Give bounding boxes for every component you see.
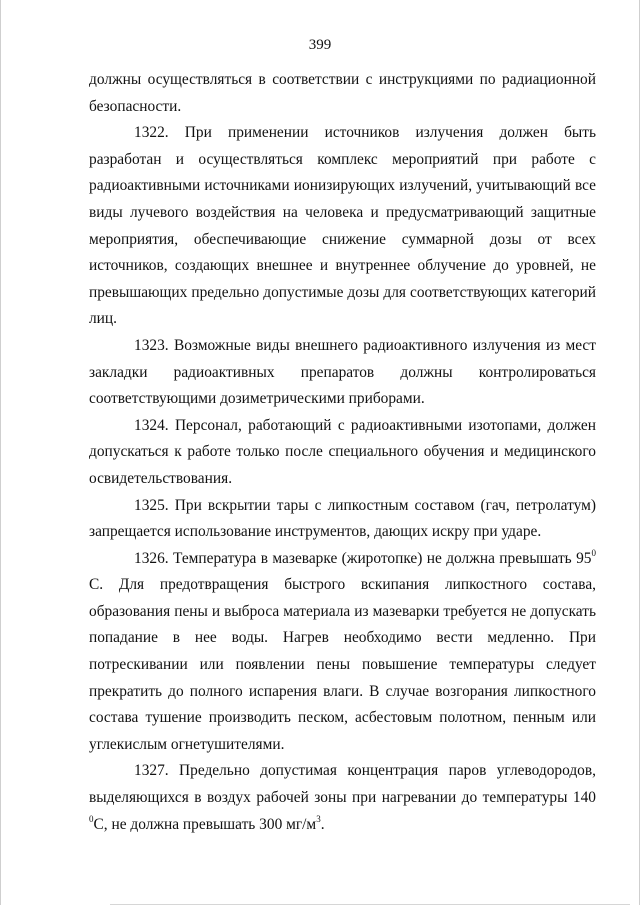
cubic-superscript: 3 bbox=[316, 813, 321, 824]
paragraph-text: При применении источников излучения должен быть разработан и осуществляться комплекс мероприятий при работе с радиоактивными источниками ионизирующих излучений, учитывающий все виды лучевого воздействия на человека и предусматривающий защитные мероприятия, обеспечивающие снижение суммарной дозы от всех источников, создающих внешнее и внутреннее облучение до уровней, не превышающих предельно допустимые дозы для соответствующих категорий лиц. bbox=[89, 124, 596, 328]
paragraph-text-part: С, не должна превышать 300 мг/м bbox=[93, 815, 317, 833]
paragraph-number: 1323. bbox=[134, 336, 169, 354]
paragraph-1322 bbox=[89, 120, 596, 333]
paragraph-text-part: . bbox=[320, 815, 325, 833]
paragraph-number: 1322. bbox=[134, 124, 169, 142]
paragraph-number: 1326. bbox=[134, 549, 169, 567]
paragraph-text: Персонал, работающий с радиоактивными изотопами, должен допускаться к работе только после специального обучения и медицинского освидетельствования. bbox=[89, 416, 597, 487]
paragraph-number: 1325. bbox=[134, 496, 169, 514]
paragraph-number: 1327. bbox=[134, 762, 169, 780]
page-number: 399 bbox=[308, 37, 332, 53]
paragraph-text-part: С. Для предотвращения быстрого вскипания липкостного состава, образования пены и выброса материала из мазеварки требуется не допускать попадание в нее воды. Нагрев необходимо вести медленно. При потрескивании или появлении пены повышение температуры следует прекратить до полного испарения влаги. В случае возгорания липкостного состава тушение производить песком, асбестовым полотном, пенным или углекислым огнетушителями. bbox=[89, 576, 596, 753]
body-text bbox=[89, 67, 596, 838]
paragraph-1327 bbox=[89, 758, 596, 838]
paragraph-text: При вскрытии тары с липкостным составом (гач, петролатум) запрещается использование инструментов, дающих искру при ударе. bbox=[89, 496, 596, 541]
paragraph-text-part: Предельно допустимая концентрация паров углеводородов, выделяющихся в воздух рабочей зоны при нагревании до температуры 140 bbox=[89, 762, 596, 807]
paragraph-text: Возможные виды внешнего радиоактивного излучения из мест закладки радиоактивных препаратов должны контролироваться соответствующими дозиметрическими приборами. bbox=[89, 336, 596, 408]
page-edge-left bbox=[0, 0, 1, 905]
paragraph-1326 bbox=[89, 546, 596, 759]
paragraph-text-part: Температура в мазеварке (жиротопке) не должна превышать 95 bbox=[173, 549, 592, 567]
degree-superscript: 0 bbox=[89, 813, 94, 824]
paragraph-number: 1324. bbox=[134, 416, 169, 434]
paragraph-1323 bbox=[89, 333, 596, 413]
paragraph-intro: должны осуществляться в соответствии с инструкциями по радиационной безопасности. bbox=[89, 71, 596, 115]
degree-superscript: 0 bbox=[591, 547, 596, 558]
paragraph-1325 bbox=[89, 493, 596, 546]
paragraph-1324 bbox=[89, 413, 596, 493]
